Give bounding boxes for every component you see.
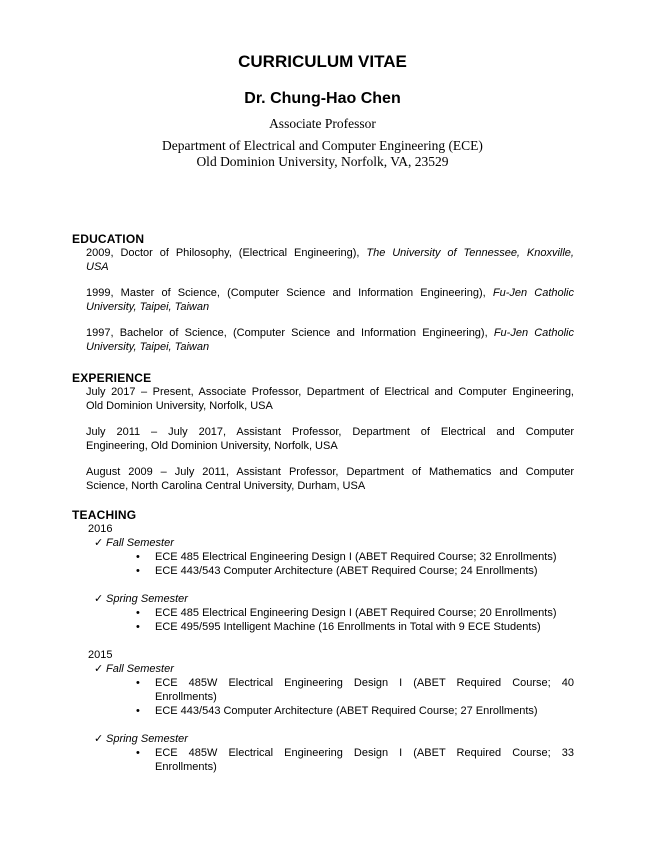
course-text (155, 746, 574, 774)
bullet-icon: • (136, 747, 140, 759)
text-run: Enrollments) (155, 761, 217, 773)
text-line (86, 300, 574, 314)
course-text (155, 564, 574, 578)
text-run: The University of Tennessee, Knoxville, (366, 247, 574, 259)
text-run: July 2017 – Present, Associate Professor, Department of Electrical and Computer Engineering, (86, 386, 574, 398)
affiliation-line-2: Old Dominion University, Norfolk, VA, 23529 (196, 153, 449, 169)
bullet-icon: • (136, 551, 140, 563)
cv-name: Dr. Chung-Hao Chen (244, 90, 401, 107)
text-line (155, 564, 574, 578)
bullet-icon: • (136, 607, 140, 619)
text-line (86, 260, 574, 274)
experience-entry-1 (86, 385, 574, 413)
section-heading-experience: EXPERIENCE (72, 371, 152, 385)
course-text (155, 550, 574, 564)
semester-item (94, 536, 663, 550)
course-item (136, 564, 663, 578)
text-run: Fu-Jen Catholic (492, 287, 574, 299)
text-run: University, Taipei, Taiwan (86, 341, 210, 353)
course-item (136, 606, 663, 620)
teaching-year-2015: 2015 (88, 649, 113, 661)
semester-label: Fall Semester (106, 537, 174, 549)
text-line (86, 340, 574, 354)
course-item (136, 620, 663, 634)
text-run: ECE 443/543 Computer Architecture (ABET Required Course; 27 Enrollments) (155, 705, 538, 717)
text-line (86, 286, 574, 300)
text-run: 1997, Bachelor of Science, (Computer Science and Information Engineering), (86, 327, 494, 339)
course-item (136, 550, 663, 564)
text-run: Engineering, Old Dominion University, Norfolk, USA (86, 440, 338, 452)
text-line (86, 326, 574, 340)
semester-item (94, 732, 663, 746)
bullet-icon: • (136, 565, 140, 577)
cv-affiliation (72, 138, 573, 169)
checkmark-icon: ✓ (94, 537, 104, 549)
checkmark-icon: ✓ (94, 663, 104, 675)
checkmark-icon: ✓ (94, 733, 104, 745)
text-run: Old Dominion University, Norfolk, USA (86, 400, 273, 412)
text-line (86, 425, 574, 439)
experience-entry-2 (86, 425, 574, 453)
text-run: ECE 485W Electrical Engineering Design I (ABET Required Course; 33 (155, 747, 574, 759)
semester-label: Fall Semester (106, 663, 174, 675)
section-education (72, 232, 663, 354)
cv-title: CURRICULUM VITAE (238, 52, 407, 71)
text-run: 2009, Doctor of Philosophy, (Electrical Engineering), (86, 247, 367, 259)
text-run: ECE 485 Electrical Engineering Design I (ABET Required Course; 32 Enrollments) (155, 551, 557, 563)
course-item (136, 676, 663, 704)
course-item (136, 704, 663, 718)
semester-item (94, 592, 663, 606)
text-line (86, 246, 574, 260)
text-line (155, 704, 574, 718)
semester-label: Spring Semester (106, 593, 188, 605)
section-heading-teaching: TEACHING (72, 508, 137, 522)
text-run: ECE 485W Electrical Engineering Design I (ABET Required Course; 40 (155, 677, 574, 689)
text-line (155, 690, 574, 704)
course-text (155, 606, 574, 620)
text-line (86, 465, 574, 479)
text-run: Enrollments) (155, 691, 217, 703)
text-run: August 2009 – July 2011, Assistant Professor, Department of Mathematics and Computer (86, 466, 574, 478)
affiliation-line-1: Department of Electrical and Computer Engineering (ECE) (162, 138, 483, 153)
text-run: USA (86, 261, 109, 273)
education-entry-2 (86, 286, 574, 314)
text-line (155, 550, 574, 564)
text-line (86, 385, 574, 399)
cv-role: Associate Professor (269, 116, 376, 131)
course-text (155, 704, 574, 718)
course-text (155, 676, 574, 704)
text-run: ECE 495/595 Intelligent Machine (16 Enrollments in Total with 9 ECE Students) (155, 621, 541, 633)
text-run: University, Taipei, Taiwan (86, 301, 210, 313)
text-run: Science, North Carolina Central University, Durham, USA (86, 480, 366, 492)
cv-sections (72, 232, 663, 774)
section-experience (72, 371, 663, 493)
section-teaching (72, 508, 663, 774)
text-line (155, 606, 574, 620)
text-run: July 2011 – July 2017, Assistant Professor, Department of Electrical and Computer (86, 426, 574, 438)
teaching-year-2016: 2016 (88, 523, 113, 535)
text-line (86, 439, 574, 453)
semester-item (94, 662, 663, 676)
course-item (136, 746, 663, 774)
semester-label: Spring Semester (106, 733, 188, 745)
education-entry-1 (86, 246, 574, 274)
text-line (155, 676, 574, 690)
experience-entry-3 (86, 465, 574, 493)
text-line (155, 746, 574, 760)
text-run: Fu-Jen Catholic (493, 327, 574, 339)
text-line (155, 760, 574, 774)
course-text (155, 620, 574, 634)
education-entry-3 (86, 326, 574, 354)
bullet-icon: • (136, 677, 140, 689)
text-line (86, 399, 574, 413)
text-line (86, 479, 574, 493)
bullet-icon: • (136, 705, 140, 717)
bullet-icon: • (136, 621, 140, 633)
section-heading-education: EDUCATION (72, 232, 145, 246)
text-line (155, 620, 574, 634)
cv-header (72, 52, 573, 169)
text-run: ECE 443/543 Computer Architecture (ABET Required Course; 24 Enrollments) (155, 565, 538, 577)
text-run: 1999, Master of Science, (Computer Science and Information Engineering), (86, 287, 493, 299)
checkmark-icon: ✓ (94, 593, 104, 605)
text-run: ECE 485 Electrical Engineering Design I (ABET Required Course; 20 Enrollments) (155, 607, 557, 619)
